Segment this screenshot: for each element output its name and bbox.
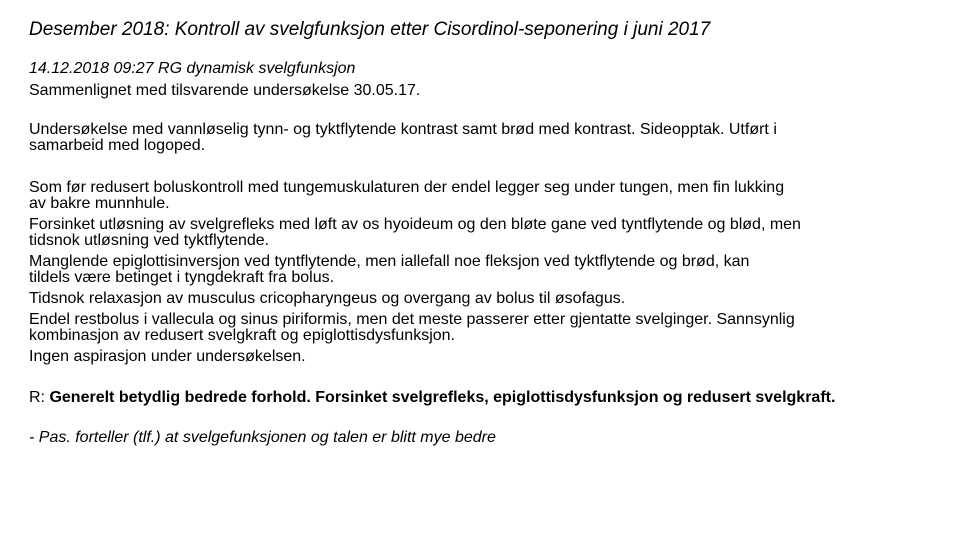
findings-list	[29, 180, 929, 365]
finding-line2: tidsnok utløsning ved tyktflytende.	[29, 232, 270, 249]
finding-line1: Endel restbolus i vallecula og sinus piriformis, men det meste passerer etter gjentatte svelginger. Sannsynlig	[29, 311, 795, 328]
finding-line1: Som før redusert boluskontroll med tungemuskulaturen der endel legger seg under tungen, men fin lukking	[29, 179, 785, 196]
finding-line2: tildels være betinget i tyngdekraft fra bolus.	[29, 269, 335, 286]
finding-item	[29, 180, 929, 212]
finding-item	[29, 349, 929, 365]
finding-line1: Manglende epiglottisinversjon ved tyntflytende, men iallefall noe fleksjon ved tyktflytende og brød, kan	[29, 253, 750, 270]
patient-note-line: - Pas. forteller (tlf.) at svelgefunksjonen og talen er blitt mye bedre	[29, 429, 496, 446]
conclusion-text: Generelt betydlig bedrede forhold. Forsinket svelgrefleks, epiglottisdysfunksjon og redusert svelgkraft.	[49, 389, 836, 406]
exam-description-line1: Undersøkelse med vannløselig tynn- og tyktflytende kontrast samt brød med kontrast. Sideopptak. Utført i	[29, 121, 777, 138]
finding-line2: av bakre munnhule.	[29, 195, 170, 212]
patient-note	[29, 430, 929, 446]
conclusion-prefix: R:	[29, 389, 50, 406]
finding-item	[29, 312, 929, 344]
conclusion	[29, 390, 929, 406]
exam-timestamp-line: 14.12.2018 09:27 RG dynamisk svelgfunksjon	[29, 60, 356, 77]
finding-line2: kombinasjon av redusert svelgkraft og epiglottisdysfunksjon.	[29, 327, 455, 344]
finding-item	[29, 217, 929, 249]
conclusion-line	[29, 390, 929, 406]
finding-item	[29, 291, 929, 307]
finding-line1: Forsinket utløsning av svelgrefleks med løft av os hyoideum og den bløte gane ved tyntflytende og blød, men	[29, 216, 801, 233]
comparison-line: Sammenlignet med tilsvarende undersøkelse 30.05.17.	[29, 82, 421, 99]
exam-description-line2: samarbeid med logoped.	[29, 137, 206, 154]
page-title: Desember 2018: Kontroll av svelgfunksjon etter Cisordinol-seponering i juni 2017	[29, 19, 711, 40]
report-body	[29, 59, 929, 446]
finding-item	[29, 254, 929, 286]
exam-description	[29, 122, 929, 154]
finding-line1: Tidsnok relaxasjon av musculus cricopharyngeus og overgang av bolus til øsofagus.	[29, 290, 626, 307]
finding-line1: Ingen aspirasjon under undersøkelsen.	[29, 348, 306, 365]
